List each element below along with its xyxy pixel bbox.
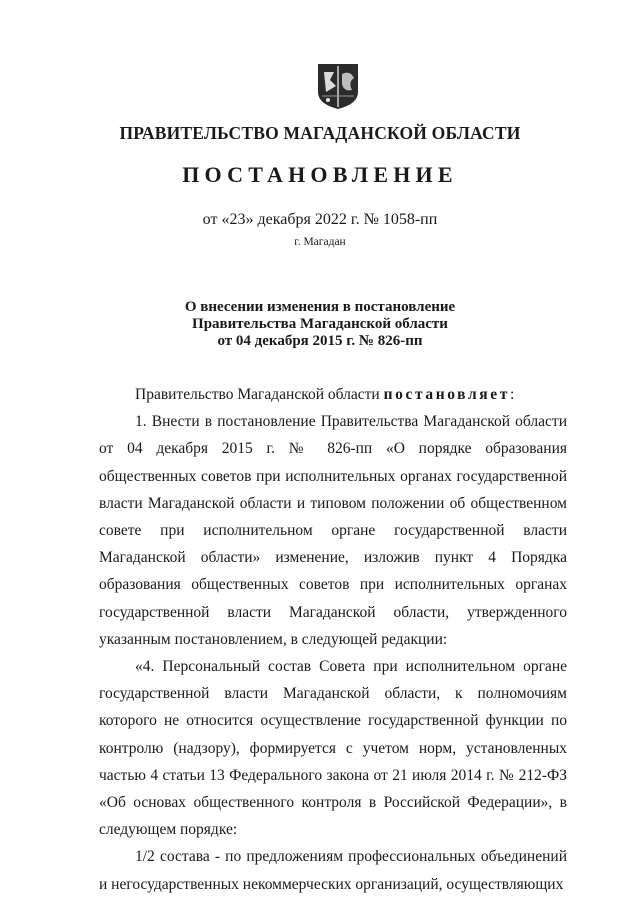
- intro-paragraph: [99, 381, 567, 408]
- subject-line-3: от 04 декабря 2015 г. № 826-пп: [217, 333, 423, 349]
- document-city: г. Магадан: [294, 236, 346, 248]
- intro-verb: постановляет: [383, 386, 510, 403]
- intro-suffix: :: [509, 386, 515, 403]
- document-date-number: от «23» декабря 2022 г. № 1058-пп: [202, 211, 438, 228]
- intro-prefix: Правительство Магаданской области: [135, 386, 384, 403]
- subject-line-2: Правительства Магаданской области: [192, 316, 448, 332]
- document-subject: [0, 299, 640, 350]
- paragraph-2: «4. Персональный состав Совета при исполнительном органе государственной власти Магаданской области, к полномочиям которого не относится осуществление государственной функции по контролю (надзору), формируется с учетом норм, установленных частью 4 статьи 13 Федерального закона от 21 июля 2014 г. № 212-ФЗ «Об основах общественного контроля в Российской Федерации», в следующем порядке:: [99, 658, 567, 839]
- subject-line-1: О внесении изменения в постановление: [184, 299, 456, 315]
- magadan-coat-of-arms-icon: [316, 62, 360, 110]
- paragraph-3: 1/2 состава - по предложениям профессиональных объединений и негосударственных некоммерческих организаций, осуществляющих: [99, 848, 567, 893]
- paragraph-1: 1. Внести в постановление Правительства Магаданской области от 04 декабря 2015 г. № 826-пп «О порядке образования общественных советов при исполнительных органах государственной власти Магаданской области и типовом положении об общественном совете при исполнительном органе государственной власти Магаданской области» изменение, изложив пункт 4 Порядка образования общественных советов при исполнительных органах государственной власти Магаданской области, утвержденного указанным постановлением, в следующей редакции:: [99, 413, 567, 648]
- document-body: [99, 381, 567, 898]
- document-type-title: ПОСТАНОВЛЕНИЕ: [182, 162, 458, 187]
- government-title: ПРАВИТЕЛЬСТВО МАГАДАНСКОЙ ОБЛАСТИ: [119, 123, 521, 143]
